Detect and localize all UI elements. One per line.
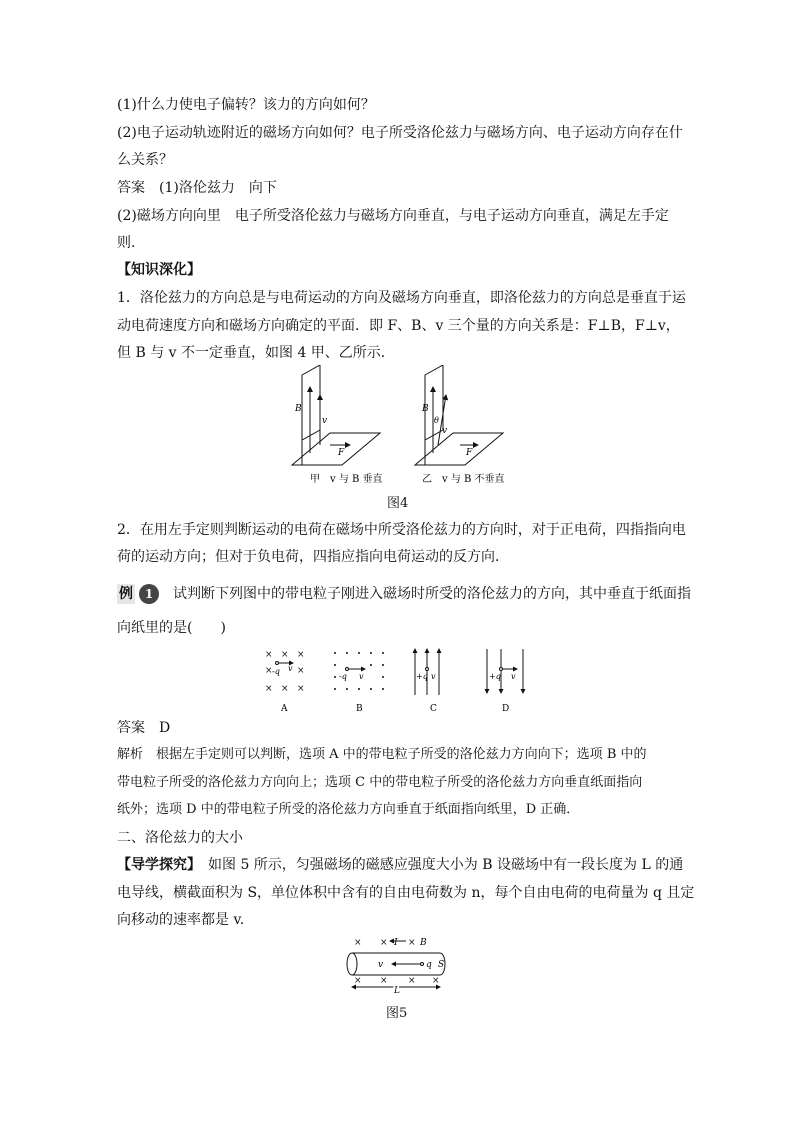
option-b-charge-label: -q [339,672,347,681]
question-part2-line1: (2)电子运动轨迹附近的磁场方向如何？电子所受洛伦兹力与磁场方向、电子运动方向存在什 [117,125,683,141]
fig4-right-F: F [466,448,473,458]
option-d-field [487,649,523,693]
example-answer-label: 答案 [117,720,145,736]
fig4-right-v: v [442,426,448,436]
fig5-q: q [426,960,432,970]
analysis-line3: 纸外；选项 D 中的带电粒子所受的洛伦兹力方向垂直于纸面指向纸里，D 正确． [117,802,580,817]
example-line2: 向纸里的是( ) [117,620,226,636]
point2-line1: 2．在用左手定则判断运动的电荷在磁场中所受洛伦兹力的方向时，对于正电荷，四指指向电 [117,522,686,538]
example-text-line1: 试判断下列图中的带电粒子刚进入磁场时所受的洛伦兹力的方向，其中垂直于纸面指 [173,586,691,602]
option-b-label: B [356,704,363,714]
answer1-line1 [117,178,277,198]
analysis-text-line1: 根据左手定则可以判断，选项 A 中的带电粒子所受的洛伦兹力方向向下；选项 B 中的 [156,747,647,762]
option-b-charge [346,668,349,671]
option-a-charge-label: -q [272,667,280,676]
svg-text:×: × [297,684,305,694]
fig5-I: I [394,938,398,948]
fig4-caption: 图4 [387,496,409,511]
analysis-line2: 带电粒子所受的洛伦兹力方向向上；选项 C 中的带电粒子所受的洛伦兹力方向垂直纸面指向 [117,775,643,790]
fig4-left-B: B [295,404,302,414]
option-c-v: v [431,672,436,681]
point2-line2: 荷的运动方向；但对于负电荷，四指应指向电荷运动的反方向． [117,549,509,565]
svg-text:×: × [281,650,289,660]
svg-text:×: × [265,666,273,676]
option-d-v: v [511,672,516,681]
svg-text:×: × [380,938,388,948]
svg-text:×: × [265,650,273,660]
svg-text:×: × [408,976,416,986]
svg-text:×: × [281,684,289,694]
option-b-field [334,652,384,690]
fig4-right-diagram [415,365,503,465]
analysis-line1 [117,745,647,765]
fig5-S: S [438,960,445,970]
option-d-charge-label: +q [489,672,501,681]
answer1-text: (1)洛伦兹力 向下 [159,180,277,196]
guide-text-line1: 如图 5 所示，匀强磁场的磁感应强度大小为 B 设磁场中有一段长度为 L 的通 [194,857,684,873]
point1-line2: 动电荷速度方向和磁场方向确定的平面．即 F、B、v 三个量的方向关系是：F⊥B，F⊥v， [117,318,680,334]
analysis-label: 解析 [117,747,144,762]
fig4-right-theta: θ [434,416,439,425]
guide-line2: 电导线，横截面积为 S，单位体积中含有的自由电荷数为 n，每个自由电荷的电荷量为 q 且定 [117,885,695,901]
option-c-label: C [430,704,437,714]
svg-text:×: × [380,976,388,986]
svg-text:×: × [354,938,362,948]
figure-5 [340,935,460,997]
answer-label: 答案 [117,180,145,196]
option-d-label: D [502,704,510,714]
fig4-left-F: F [338,448,345,458]
fig5-B: B [420,938,427,948]
fig4-right-label: 乙 v 与 B 不垂直 [422,474,505,485]
section-knowledge-deepen: 【知识深化】 [117,262,201,278]
fig5-L: L [394,986,400,996]
fig4-left-diagram [292,365,380,465]
fig4-left-v: v [322,416,328,426]
option-c-charge [426,668,429,671]
option-a-charge [276,662,279,665]
example-answer-value: D [159,720,171,736]
fig4-left-label: 甲 v 与 B 垂直 [310,474,383,485]
example-word: 例 [119,586,133,602]
option-d-charge [500,668,503,671]
svg-text:×: × [297,650,305,660]
question-part2-line2: 么关系？ [117,152,173,168]
answer1-line3: 则. [117,235,136,251]
point1-line3: 但 B 与 v 不一定垂直，如图 4 甲、乙所示． [117,345,395,361]
guide-line3: 向移动的速率都是 v. [117,912,245,928]
svg-text:×: × [265,684,273,694]
answer1-line2: (2)磁场方向向里 电子所受洛伦兹力与磁场方向垂直，与电子运动方向垂直，满足左手定 [117,208,669,224]
figure-4 [280,365,520,490]
fig5-charge [421,963,424,966]
fig5-v: v [378,960,384,970]
svg-text:×: × [354,976,362,986]
example-line1 [117,584,691,604]
option-a-v: v [288,664,293,673]
question-part1: (1)什么力使电子偏转？该力的方向如何？ [117,97,375,113]
guide-line1 [117,855,683,875]
svg-text:×: × [408,938,416,948]
example-options-figure [255,645,535,715]
svg-text:×: × [297,666,305,676]
section2-title: 二、洛伦兹力的大小 [117,830,243,846]
fig5-caption: 图5 [386,1006,408,1021]
option-b-v: v [359,672,364,681]
example-answer [117,718,170,738]
guide-tag: 【导学探究】 [117,857,194,873]
point1-line1: 1．洛伦兹力的方向总是与电荷运动的方向及磁场方向垂直，即洛伦兹力的方向总是垂直于运 [117,290,686,306]
fig4-right-B: B [422,404,429,414]
example-number-badge: 1 [139,584,159,604]
option-a-field [265,650,305,694]
svg-text:×: × [432,976,440,986]
option-a-label: A [281,704,288,714]
option-c-charge-label: +q [416,672,428,681]
